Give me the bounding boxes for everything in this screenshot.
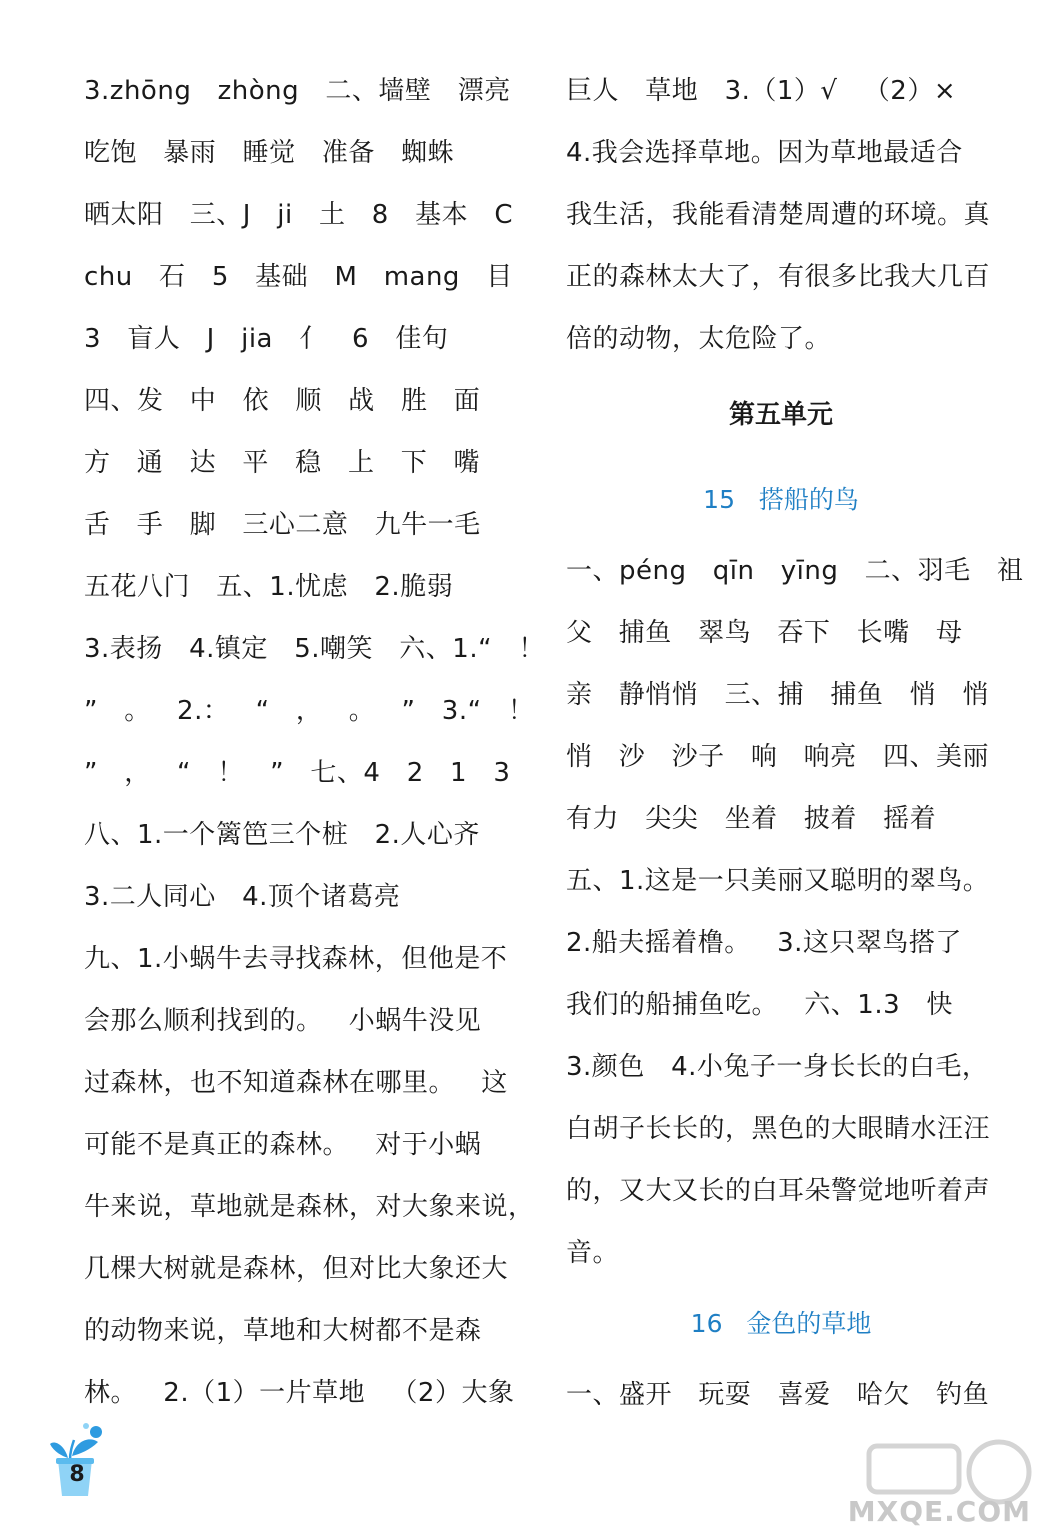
answer-line: 会那么顺利找到的。 小蜗牛没见 (84, 1006, 482, 1036)
answer-line: 方 通 达 平 稳 上 下 嘴 (84, 448, 481, 478)
answer-line: 的动物来说，草地和大树都不是森 (84, 1316, 482, 1346)
answer-line: 八、1.一个篱笆三个桩 2.人心齐 (84, 820, 480, 850)
answer-line: 几棵大树就是森林，但对比大象还大 (84, 1254, 509, 1284)
answer-line: 白胡子长长的，黑色的大眼睛水汪汪 (566, 1114, 991, 1144)
answer-line: 过森林，也不知道森林在哪里。 这 (84, 1068, 508, 1098)
answer-line: 一、péng qīn yīng 二、羽毛 祖 (566, 556, 1024, 586)
answer-line: 亲 静悄悄 三、捕 捕鱼 悄 悄 (566, 680, 989, 710)
answer-line: 的，又大又长的白耳朵警觉地听着声 (566, 1176, 991, 1206)
answer-line: 林。 2.（1）一片草地 （2）大象 (84, 1378, 515, 1408)
answer-line: 悄 沙 沙子 响 响亮 四、美丽 (566, 742, 989, 772)
answer-line: ” ， “ ！ ” 七、4 2 1 3 (84, 758, 511, 788)
answer-line: 可能不是真正的森林。 对于小蜗 (84, 1130, 482, 1160)
page-number: 8 (69, 1462, 85, 1487)
answer-line: 音。 (566, 1238, 620, 1268)
unit-heading: 第五单元 (728, 400, 833, 430)
answer-line: 吃饱 暴雨 睡觉 准备 蜘蛛 (84, 138, 455, 168)
answer-line: ” 。 2.： “ ， 。 ” 3.“ ！ (84, 696, 535, 726)
answer-line: 我们的船捕鱼吃。 六、1.3 快 (566, 990, 953, 1020)
answer-line: 四、发 中 依 顺 战 胜 面 (84, 386, 481, 416)
answer-line: 五、1.这是一只美丽又聪明的翠鸟。 (566, 866, 990, 896)
answer-line: 舌 手 脚 三心二意 九牛一毛 (84, 510, 481, 540)
answer-line: 正的森林太大了，有很多比我大几百 (566, 262, 991, 292)
answer-line: 一、盛开 玩耍 喜爱 哈欠 钓鱼 (566, 1380, 990, 1410)
answer-line: 3.颜色 4.小兔子一身长长的白毛， (566, 1052, 989, 1082)
left-column (84, 60, 545, 1424)
answer-line: 我生活，我能看清楚周遭的环境。真 (566, 200, 991, 230)
answer-line: 五花八门 五、1.忧虑 2.脆弱 (84, 572, 454, 602)
answer-line: 有力 尖尖 坐着 披着 摇着 (566, 804, 937, 834)
lesson-15-title: 15 搭船的鸟 (703, 485, 859, 514)
answer-line: 父 捕鱼 翠鸟 吞下 长嘴 母 (566, 618, 963, 648)
answer-line: 2.船夫摇着橹。 3.这只翠鸟搭了 (566, 928, 962, 958)
lesson-16-title: 16 金色的草地 (690, 1309, 872, 1338)
answer-line: 牛来说，草地就是森林，对大象来说， (84, 1192, 535, 1222)
answer-line: 3.二人同心 4.顶个诸葛亮 (84, 882, 401, 912)
answer-line: 巨人 草地 3.（1）√ （2）× (566, 76, 957, 106)
answer-line: 九、1.小蜗牛去寻找森林，但他是不 (84, 944, 508, 974)
answer-line: 3.zhōng zhòng 二、墙壁 漂亮 (84, 76, 511, 106)
answer-line: 晒太阳 三、J ji 土 8 基本 C (84, 200, 514, 230)
answer-line: 3 盲人 J jia 亻 6 佳句 (84, 324, 449, 354)
watermark-text: MXQE.COM (847, 1495, 1031, 1528)
answer-line: 3.表扬 4.镇定 5.嘲笑 六、1.“ ！ (84, 634, 545, 664)
right-column (566, 60, 1024, 1426)
answer-line: 倍的动物，太危险了。 (566, 324, 832, 354)
answer-line: chu 石 5 基础 M mang 目 (84, 262, 513, 292)
answer-line: 4.我会选择草地。因为草地最适合 (566, 138, 963, 168)
